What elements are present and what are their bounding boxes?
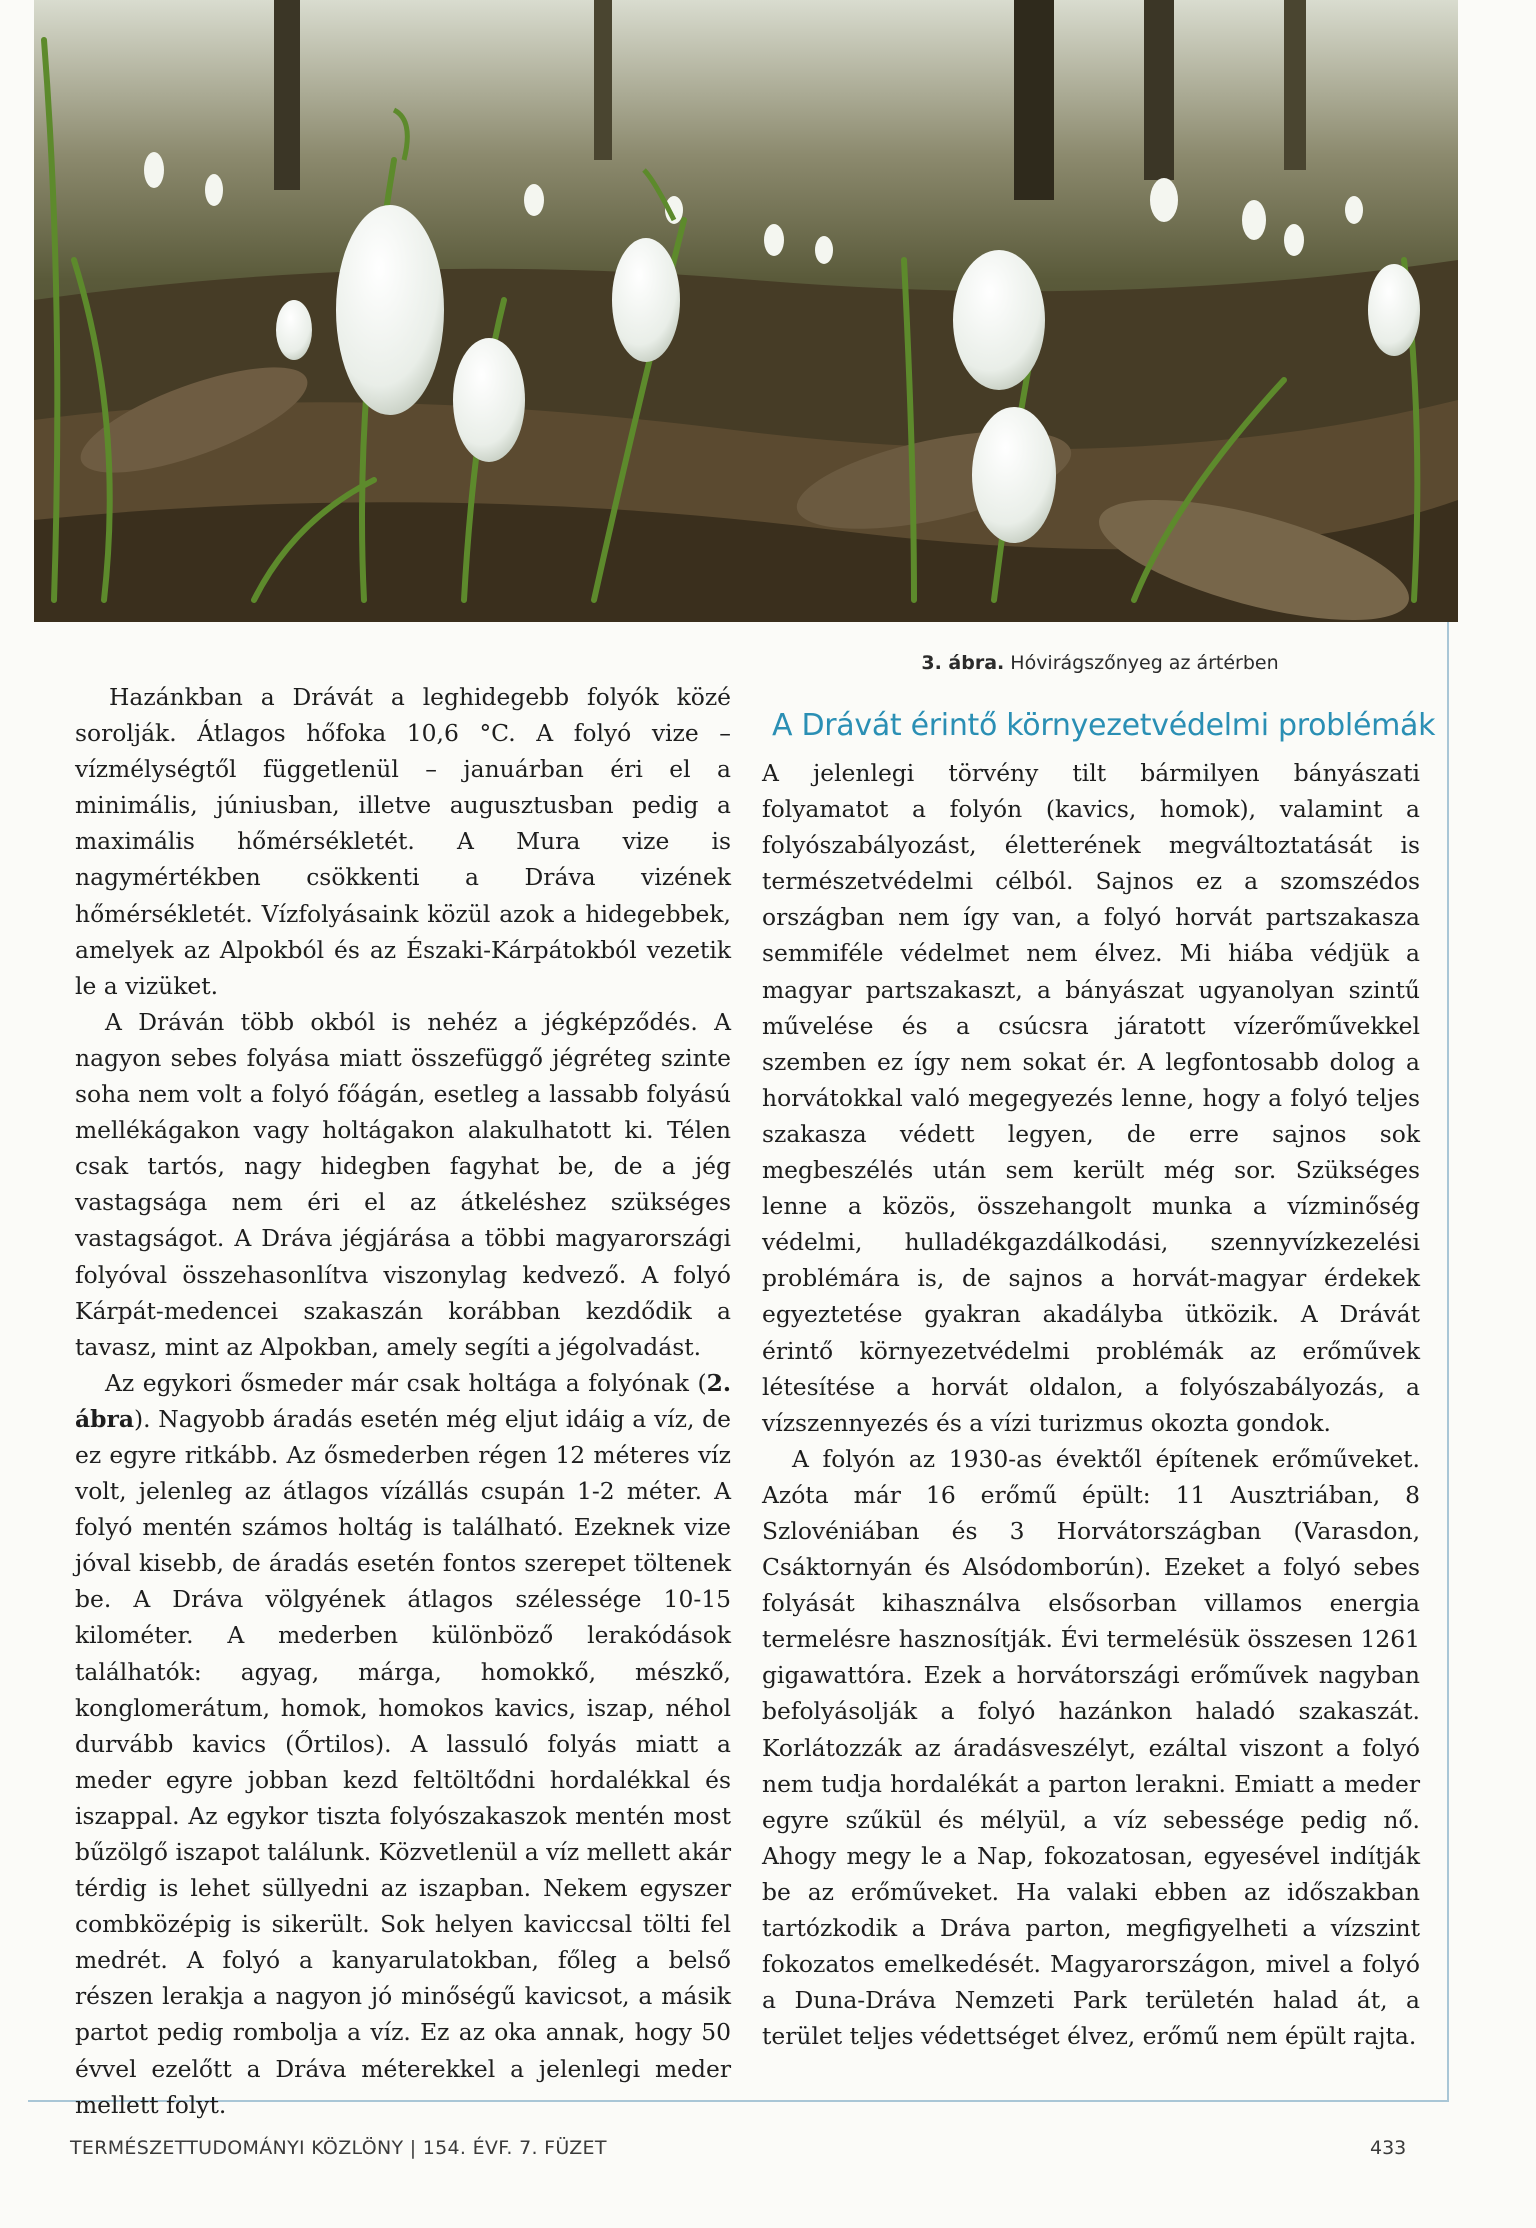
layout-frame-right-rule (1447, 622, 1449, 2102)
paragraph-text: Az egykori ősmeder már csak holtága a folyónak ( (105, 1368, 707, 1397)
snowdrop-photo (34, 0, 1458, 622)
figure-caption-text: Hóvirágszőnyeg az ártérben (1010, 652, 1279, 674)
figure-reference: 2. ábra (75, 1368, 731, 1433)
journal-footer: TERMÉSZETTUDOMÁNYI KÖZLÖNY | 154. ÉVF. 7. FÜZET (70, 2137, 607, 2159)
page-number: 433 (1370, 2137, 1407, 2159)
paragraph-text: ). Nagyobb áradás esetén még eljut idáig a víz, de ez egyre ritkább. Az ősmederben régen 12 méteres víz volt, jelenleg az átlagos vízállás csupán 1-2 méter. A folyó mentén számos holtág is található. Ezeknek vize jóval kisebb, de áradás esetén fontos szerepet töltenek be. A Dráva völgyének átlagos szélessége 10-15 kilométer. A mederben különböző lerakódások találhatók: agyag, márga, homokkő, mészkő, konglomerátum, homok, homokos kavics, iszap, néhol durvább kavics (Őrtilos). A lassuló folyás miatt a meder egyre jobban kezd feltöltődni hordalékkal és iszappal. Az egykor tiszta folyószakaszok mentén most bűzölgő iszapot találunk. Közvetlenül a víz mellett akár térdig is lehet süllyedni az iszapban. Nekem egyszer combközépig is sikerült. Sok helyen kaviccsal tölti fel medrét. A folyó a kanyarulatokban, főleg a belső részen lerakja a nagyon jó minőségű kavicsot, a másik partot pedig rombolja a víz. Ez az oka annak, hogy 50 évvel ezelőtt a Dráva méterekkel a jelenlegi meder mellett folyt. (75, 1404, 731, 2119)
right-column (762, 755, 1420, 2054)
snowdrop-illustration (34, 0, 1458, 622)
left-column (75, 679, 731, 2123)
figure-caption-label: 3. ábra. (921, 652, 1005, 674)
body-paragraph: A jelenlegi törvény tilt bármilyen bányászati folyamatot a folyón (kavics, homok), valamint a folyószabályozást, életterének megváltoztatását is természetvédelmi célból. Sajnos ez a szomszédos országban nem így van, a folyó horvát partszakasza semmiféle védelmet nem élvez. Mi hiába védjük a magyar partszakaszt, a bányászat ugyanolyan szintű művelése és a csúcsra járatott vízerőművekkel szemben ez így nem sokat ér. A legfontosabb dolog a horvátokkal való megegyezés lenne, hogy a folyó teljes szakasza védett legyen, de erre sajnos sok megbeszélés után sem került még sor. Szükséges lenne a közös, összehangolt munka a vízminőség védelmi, hulladékgazdálkodási, szennyvízkezelési problémára is, de sajnos a horvát-magyar érdekek egyeztetése gyakran akadályba ütközik. A Drávát érintő környezetvédelmi problémák az erőművek létesítése a horvát oldalon, a folyószabályozás, a vízszennyezés és a vízi turizmus okozta gondok. (762, 759, 1420, 1437)
body-paragraph: Hazánkban a Drávát a leghidegebb folyók közé sorolják. Átlagos hőfoka 10,6 °C. A folyó vize – vízmélységtől függetlenül – januárban éri el a minimális, júniusban, illetve augusztusban pedig a maximális hőmérsékletét. A Mura vize is nagymértékben csökkenti a Dráva vizének hőmérsékletét. Vízfolyásaink közül azok a hidegebbek, amelyek az Alpokból és az Északi-Kárpátokból vezetik le a vizüket. (75, 683, 731, 1000)
figure-caption (760, 652, 1440, 674)
section-heading: A Drávát érintő környezetvédelmi problémák (772, 708, 1436, 743)
body-paragraph: A folyón az 1930-as évektől építenek erőműveket. Azóta már 16 erőmű épült: 11 Ausztriában, 8 Szlovéniában és 3 Horvátországban (Varasdon, Csáktornyán és Alsódomborún). Ezeket a folyó sebes folyását kihasználva elsősorban villamos energia termelésre hasznosítják. Évi termelésük összesen 1261 gigawattóra. Ezek a horvátországi erőművek nagyban befolyásolják a folyó hazánkon haladó szakaszát. Korlátozzák az áradásveszélyt, ezáltal viszont a folyó nem tudja hordalékát a parton lerakni. Emiatt a meder egyre szűkül és mélyül, a víz sebessége pedig nő. Ahogy megy le a Nap, fokozatosan, egyesével indítják be az erőműveket. Ha valaki ebben az időszakban tartózkodik a Dráva parton, megfigyelheti a vízszint fokozatos emelkedését. Magyarországon, mivel a folyó a Duna-Dráva Nemzeti Park területén halad át, a terület teljes védettséget élvez, erőmű nem épült rajta. (762, 1444, 1420, 2051)
body-paragraph (75, 1365, 731, 2123)
body-paragraph: A Dráván több okból is nehéz a jégképződés. A nagyon sebes folyása miatt összefüggő jégréteg szinte soha nem volt a folyó főágán, esetleg a lassabb folyású mellékágakon vagy holtágakon alakulhatott ki. Télen csak tartós, nagy hidegben fagyhat be, de a jég vastagsága nem éri el az átkeléshez szükséges vastagságot. A Dráva jégjárása a többi magyarországi folyóval összehasonlítva viszonylag kedvező. A folyó Kárpát-medencei szakaszán korábban kezdődik a tavasz, mint az Alpokban, amely segíti a jégolvadást. (75, 1007, 731, 1361)
